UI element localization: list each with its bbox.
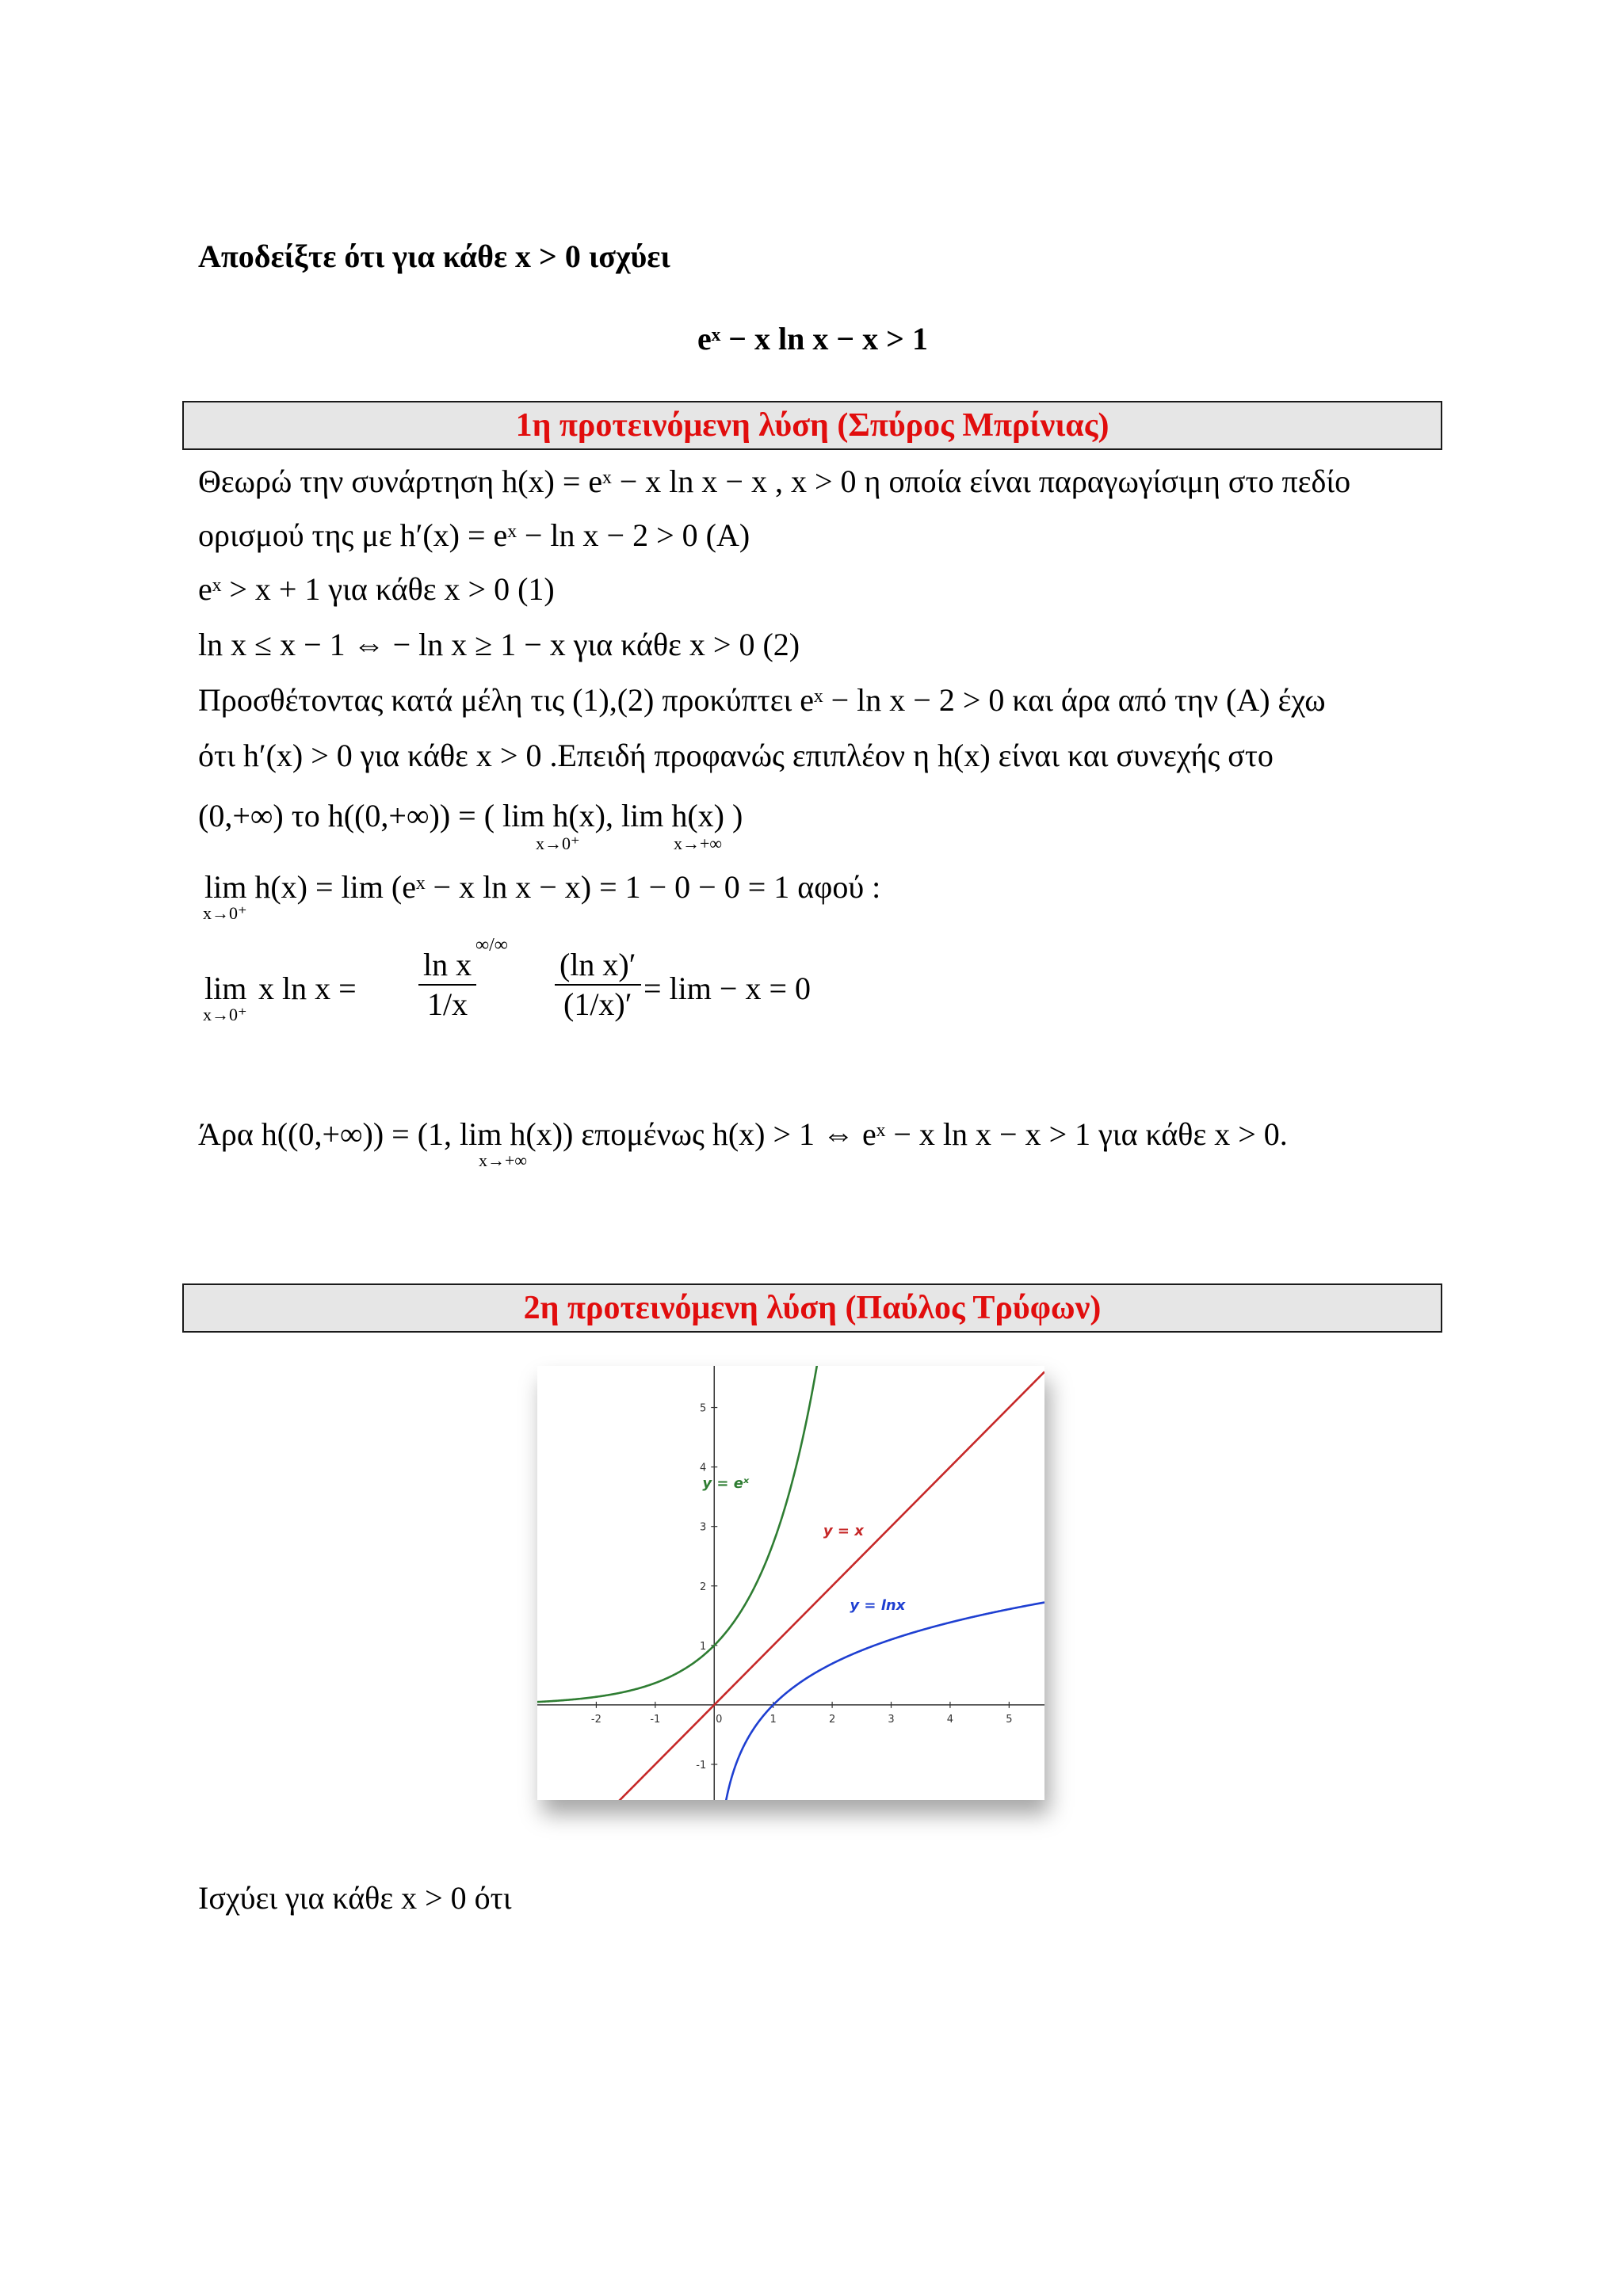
- solution1-line3: eˣ > x + 1 για κάθε x > 0 (1): [198, 571, 555, 607]
- line9-fraction-1-den: 1/x: [427, 986, 468, 1022]
- x-tick-label: -2: [590, 1713, 601, 1726]
- y-tick-label: 5: [699, 1402, 707, 1415]
- line7-lim-sub-left: x→0⁺: [536, 833, 580, 853]
- line10-lim-sub: x→+∞: [479, 1150, 528, 1170]
- line9-expression: x ln x =: [258, 971, 357, 1006]
- line9-fraction-1: [418, 946, 476, 1024]
- solution2-title: 2η προτεινόμενη λύση (Παύλος Τρύφων): [523, 1290, 1102, 1326]
- solution1-line2: ορισμού της με h′(x) = eˣ − ln x − 2 > 0 (A): [198, 517, 750, 553]
- line9-fraction-2-den: (1/x)′: [563, 986, 632, 1022]
- solution1-title: 1η προτεινόμενη λύση (Σπύρος Μπρίνιας): [515, 407, 1109, 444]
- solution1-line5: Προσθέτοντας κατά μέλη τις (1),(2) προκύπτει eˣ − ln x − 2 > 0 και άρα από την (A) έχω: [198, 682, 1326, 718]
- line9-result: = lim − x = 0: [643, 971, 812, 1006]
- solution1-line10: Άρα h((0,+∞)) = (1, lim h(x)) επομένως h(x) > 1 ⇔ eˣ − x ln x − x > 1 για κάθε x > 0.: [198, 1116, 1288, 1152]
- line8-lim-sub: x→0⁺: [203, 903, 247, 923]
- function-graph: [537, 1366, 1044, 1800]
- function-graph-figure: [537, 1366, 1044, 1800]
- series-label-exp: y = eˣ: [702, 1474, 750, 1492]
- solution1-header: [182, 401, 1442, 450]
- x-tick-label: 1: [769, 1713, 777, 1726]
- x-tick-label: 0: [716, 1713, 723, 1726]
- y-tick-label: -1: [696, 1759, 707, 1772]
- solution2-header: [182, 1283, 1442, 1333]
- line9-fraction-2-num: (ln x)′: [555, 946, 641, 986]
- solution1-line8: lim h(x) = lim (eˣ − x ln x − x) = 1 − 0 − 0 = 1 αφού :: [204, 869, 881, 905]
- x-tick-label: 4: [946, 1713, 954, 1726]
- series-curve-identity: [590, 1372, 1044, 1800]
- y-tick-label: 3: [699, 1521, 707, 1534]
- series-label-log: y = lnx: [850, 1596, 906, 1614]
- target-inequality: eˣ − x ln x − x > 1: [697, 321, 928, 357]
- line9-indeterminate-mark: ∞/∞: [475, 935, 508, 955]
- x-tick-label: 2: [828, 1713, 836, 1726]
- x-tick-label: 3: [888, 1713, 895, 1726]
- y-tick-label: 2: [699, 1581, 707, 1593]
- line9-fraction-1-num: ln x: [418, 946, 476, 986]
- series-curve-exp: [537, 1366, 821, 1702]
- line9-lim-sub: x→0⁺: [203, 1005, 247, 1024]
- x-tick-label: -1: [650, 1713, 661, 1726]
- y-tick-label: 4: [699, 1462, 707, 1474]
- solution2-closing: Ισχύει για κάθε x > 0 ότι: [198, 1880, 512, 1916]
- series-curve-log: [721, 1603, 1044, 1800]
- x-tick-label: 5: [1006, 1713, 1013, 1726]
- line7-lim-sub-right: x→+∞: [674, 833, 723, 853]
- y-tick-label: 1: [699, 1640, 707, 1653]
- solution1-line4: ln x ≤ x − 1 ⇔ − ln x ≥ 1 − x για κάθε x > 0 (2): [198, 627, 800, 662]
- line9-lim-word: lim: [204, 971, 247, 1006]
- problem-statement: Αποδείξτε ότι για κάθε x > 0 ισχύει: [198, 238, 670, 274]
- solution1-line7: (0,+∞) το h((0,+∞)) = ( lim h(x), lim h(x) ): [198, 798, 743, 833]
- line9-fraction-2: [555, 946, 641, 1024]
- solution1-line1: Θεωρώ την συνάρτηση h(x) = eˣ − x ln x − x , x > 0 η οποία είναι παραγωγίσιμη στο πεδίο: [198, 463, 1351, 499]
- solution1-line6: ότι h′(x) > 0 για κάθε x > 0 .Επειδή προφανώς επιπλέον η h(x) είναι και συνεχής στο: [198, 738, 1274, 773]
- series-label-identity: y = x: [823, 1522, 864, 1539]
